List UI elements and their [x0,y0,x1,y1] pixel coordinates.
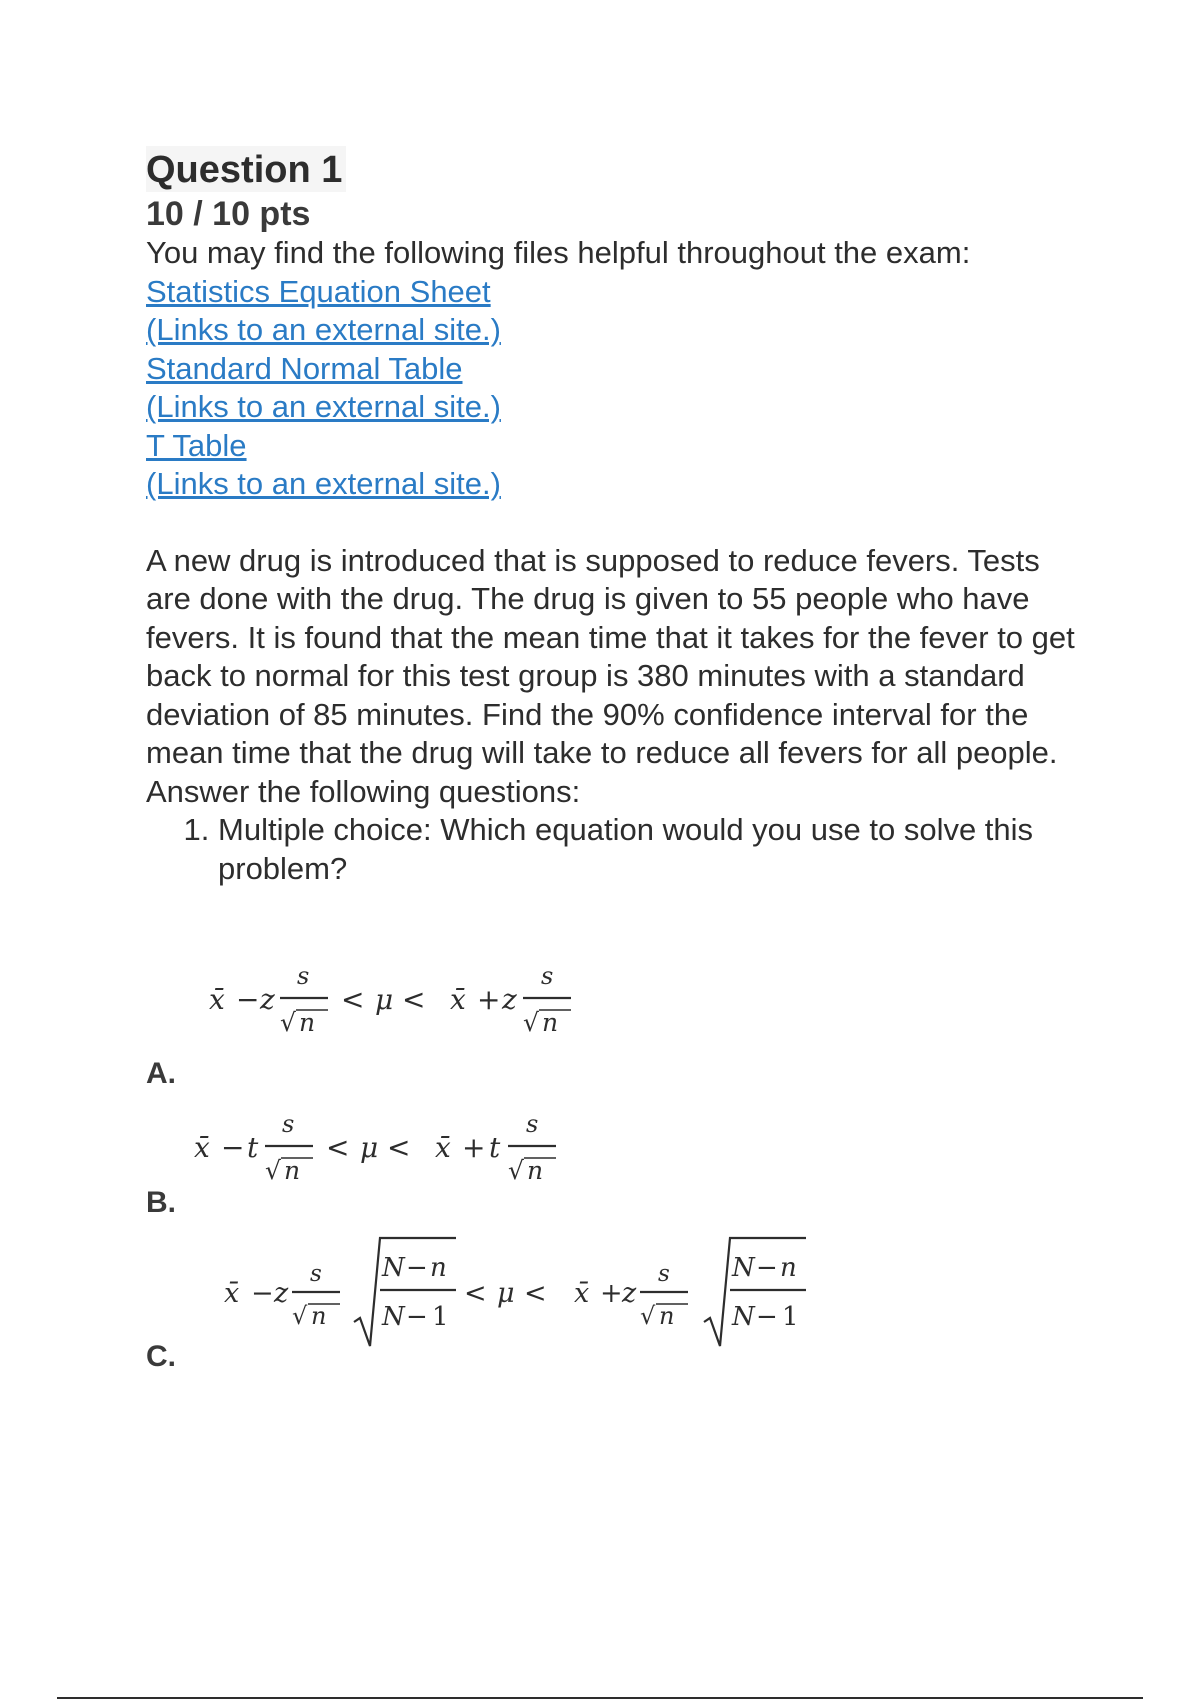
svg-text:<: < [524,1278,547,1309]
svg-text:+: + [600,1278,623,1309]
svg-text:−: − [756,1302,778,1332]
svg-text:x̄: x̄ [450,983,466,1016]
svg-text:√: √ [523,1008,539,1037]
svg-text:N: N [382,1302,405,1332]
svg-text:n: n [542,1008,559,1037]
svg-text:n: n [527,1156,544,1185]
svg-text:μ: μ [497,1278,515,1309]
option-letter-b[interactable]: B. [146,1186,176,1219]
svg-text:√: √ [265,1156,281,1185]
option-letter-c[interactable]: C. [146,1340,176,1373]
bottom-divider [57,1697,1143,1699]
problem-text: A new drug is introduced that is supposed to reduce fevers. Tests are done with the drug. The drug is given to 55 people who have fevers. It is found that the mean time that it takes for the fever to get back to normal for this test group is 380 minutes with a standard deviation of 85 minutes. Find the 90% confidence interval for the mean time that the drug will take to reduce all fevers for all people. [146,542,1075,770]
svg-text:s: s [541,962,554,990]
svg-text:s: s [658,1261,670,1287]
sub-question-list [146,811,1086,888]
svg-text:x̄: x̄ [224,1278,240,1309]
svg-text:+: + [477,983,501,1016]
question-title: Question 1 [146,146,346,192]
link-statistics-equation-sheet[interactable]: Statistics Equation Sheet [146,273,491,309]
question-points: 10 / 10 pts [146,195,311,233]
svg-text:√: √ [640,1302,656,1330]
svg-text:z: z [502,983,517,1016]
svg-text:z: z [274,1278,289,1309]
svg-text:−: − [756,1253,778,1283]
svg-text:√: √ [280,1008,296,1037]
svg-text:z: z [622,1278,637,1309]
instruction-text: Answer the following questions: [146,773,581,809]
sub-question-item: 1. Multiple choice: Which equation would you use to solve this problem? [218,811,1086,888]
svg-text:μ: μ [375,983,394,1016]
option-b-formula[interactable] [190,1108,570,1190]
svg-text:z: z [260,983,275,1016]
svg-text:t: t [247,1131,259,1164]
resource-links [146,273,1086,504]
svg-text:n: n [299,1008,316,1037]
intro-text: You may find the following files helpful throughout the exam: [146,235,971,270]
external-link-note[interactable]: (Links to an external site.) [146,389,501,424]
svg-text:−: − [251,1278,274,1309]
svg-text:√: √ [508,1156,524,1185]
svg-text:−: − [221,1131,245,1164]
svg-text:<: < [326,1131,350,1164]
external-link-note[interactable]: (Links to an external site.) [146,466,501,501]
svg-text:<: < [341,983,365,1016]
svg-text:s: s [526,1110,539,1138]
svg-text:1: 1 [782,1302,799,1332]
svg-text:n: n [311,1302,327,1330]
svg-text:√: √ [292,1302,308,1330]
svg-text:N: N [382,1253,405,1283]
svg-text:s: s [297,962,310,990]
svg-text:−: − [406,1253,428,1283]
svg-text:n: n [430,1253,447,1283]
svg-text:−: − [236,983,260,1016]
option-a-formula[interactable] [205,960,585,1042]
option-letter-a[interactable]: A. [146,1057,176,1090]
svg-text:t: t [489,1131,501,1164]
option-c-formula[interactable] [222,1230,822,1355]
svg-text:1: 1 [432,1302,449,1332]
svg-text:n: n [659,1302,675,1330]
link-t-table[interactable]: T Table [146,427,247,463]
svg-text:<: < [387,1131,411,1164]
svg-text:x̄: x̄ [435,1131,451,1164]
svg-text:<: < [402,983,426,1016]
svg-text:N: N [732,1302,755,1332]
question-content [146,146,1086,888]
svg-text:N: N [732,1253,755,1283]
svg-text:+: + [462,1131,486,1164]
link-standard-normal-table[interactable]: Standard Normal Table [146,350,463,386]
svg-text:μ: μ [360,1131,379,1164]
svg-text:x̄: x̄ [194,1131,210,1164]
svg-text:x̄: x̄ [574,1278,590,1309]
svg-text:<: < [464,1278,487,1309]
external-link-note[interactable]: (Links to an external site.) [146,312,501,347]
svg-text:n: n [284,1156,301,1185]
svg-text:s: s [282,1110,295,1138]
svg-text:x̄: x̄ [209,983,225,1016]
svg-text:s: s [310,1261,322,1287]
svg-text:−: − [406,1302,428,1332]
svg-text:n: n [780,1253,797,1283]
